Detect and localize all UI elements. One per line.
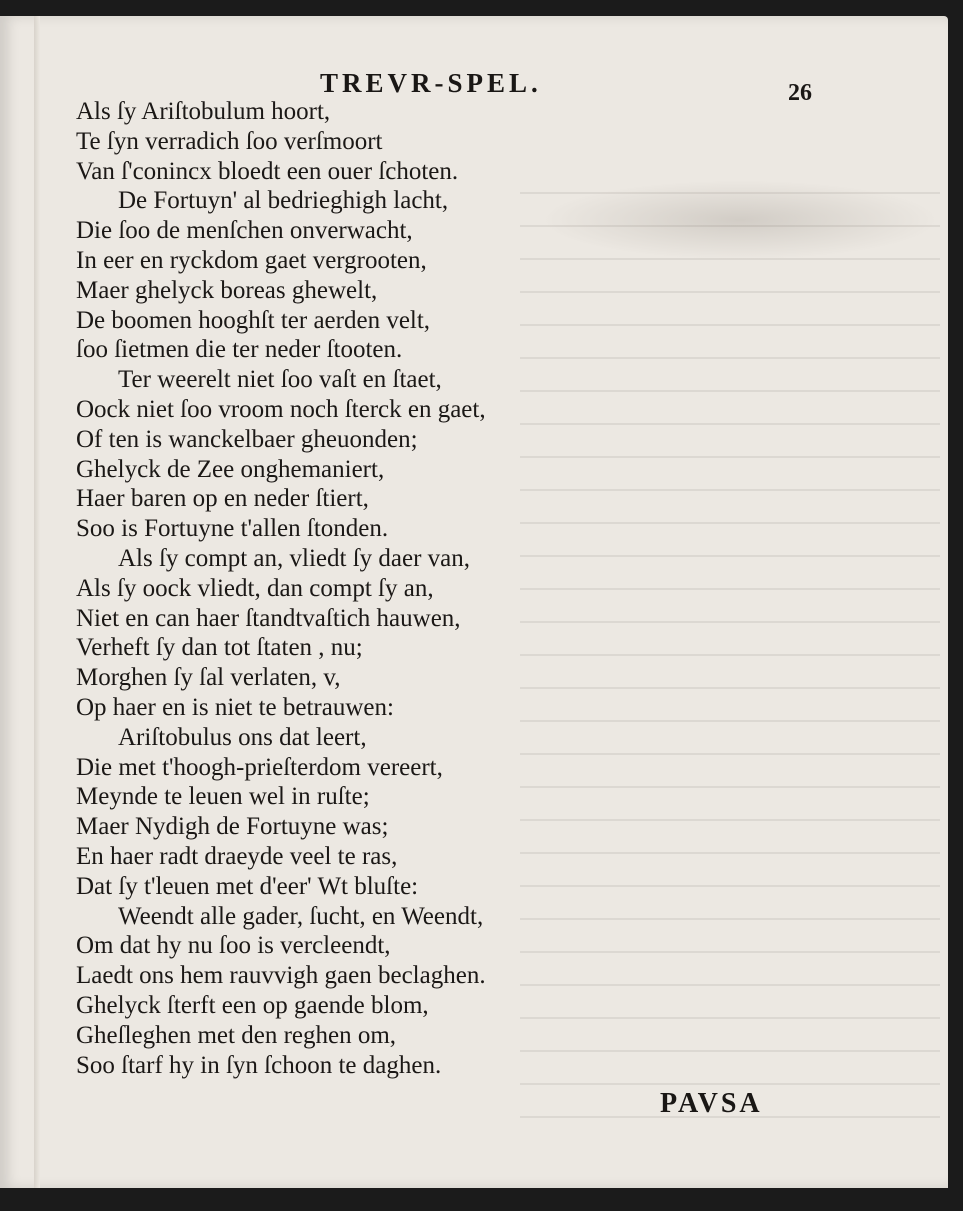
verse-line: Ghelyck ſterft een op gaende blom, <box>76 991 429 1019</box>
verse-line: In eer en ryckdom gaet vergrooten, <box>76 246 427 274</box>
verse-line: Om dat hy nu ſoo is vercleendt, <box>76 932 391 960</box>
verse-line: Gheſleghen met den reghen om, <box>76 1021 397 1049</box>
verse-line: Ter weerelt niet ſoo vaſt en ſtaet, <box>118 366 442 394</box>
verse-block <box>76 97 636 1080</box>
verse-line: Ghelyck de Zee onghemaniert, <box>76 455 385 483</box>
verse-line: Niet en can haer ſtandtvaſtich hauwen, <box>76 604 461 632</box>
verse-line: Maer ghelyck boreas ghewelt, <box>76 276 378 304</box>
page-gutter <box>34 16 40 1188</box>
verse-line: Haer baren op en neder ſtiert, <box>76 485 369 513</box>
verse-line: Ariſtobulus ons dat leert, <box>118 723 367 751</box>
page-number: 26 <box>788 80 812 106</box>
running-title: TREVR-SPEL. <box>320 68 542 98</box>
verse-line: Op haer en is niet te betrauwen: <box>76 693 394 721</box>
verse-line: En haer radt draeyde veel te ras, <box>76 842 398 870</box>
verse-line: Laedt ons hem rauvvigh gaen beclaghen. <box>76 962 486 990</box>
verse-line: Oock niet ſoo vroom noch ſterck en gaet, <box>76 395 486 423</box>
verse-line: Die met t'hoogh-prieſterdom vereert, <box>76 753 443 781</box>
verse-line: ſoo ſietmen die ter neder ſtooten. <box>76 336 403 364</box>
verse-line: Die ſoo de menſchen onverwacht, <box>76 217 413 245</box>
verse-line: Als ſy oock vliedt, dan compt ſy an, <box>76 574 434 602</box>
verse-line: De boomen hooghſt ter aerden velt, <box>76 306 431 334</box>
verse-line: Weendt alle gader, ſucht, en Weendt, <box>118 902 484 930</box>
verse-line: Soo is Fortuyne t'allen ſtonden. <box>76 515 389 543</box>
verse-line: Als ſy compt an, vliedt ſy daer van, <box>118 544 471 572</box>
verse-line: Als ſy Ariſtobulum hoort, <box>76 98 331 125</box>
verse-line: Dat ſy t'leuen met d'eer' Wt bluſte: <box>76 872 419 900</box>
pausa-label: PAVSA <box>660 1088 763 1119</box>
verse-line: Maer Nydigh de Fortuyne was; <box>76 813 389 841</box>
verse-line: Of ten is wanckelbaer gheuonden; <box>76 425 418 453</box>
verse-line: Soo ſtarf hy in ſyn ſchoon te daghen. <box>76 1051 442 1079</box>
verse-line: Te ſyn verradich ſoo verſmoort <box>76 127 383 155</box>
verse-line: Verheft ſy dan tot ſtaten , nu; <box>76 634 363 662</box>
verse-line: Van ſ'conincx bloedt een ouer ſchoten. <box>76 157 459 185</box>
verse-line: De Fortuyn' al bedrieghigh lacht, <box>118 187 449 215</box>
verse-line: Morghen ſy ſal verlaten, v, <box>76 664 341 692</box>
verse-line: Meynde te leuen wel in ruſte; <box>76 783 370 811</box>
